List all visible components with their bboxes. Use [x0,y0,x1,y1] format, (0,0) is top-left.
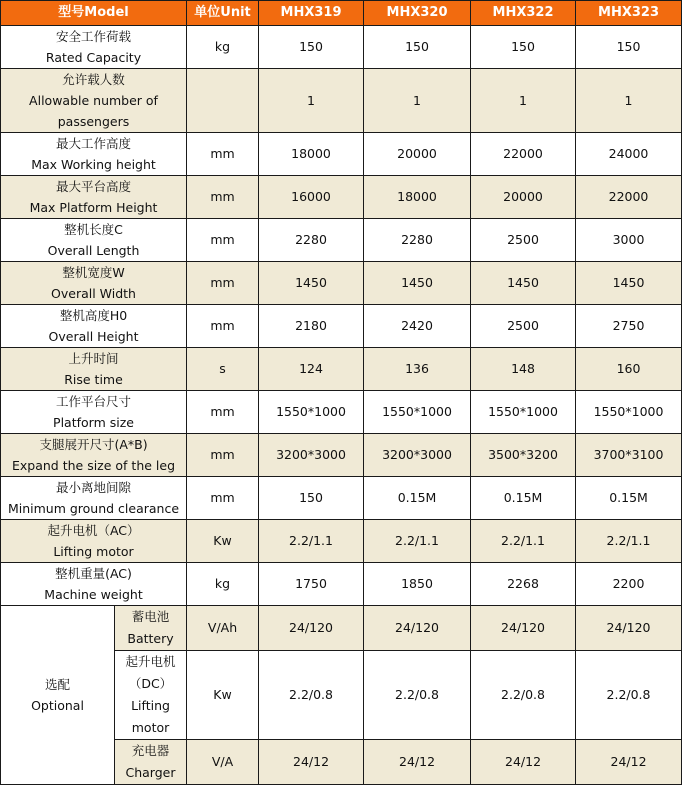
header-row [1,1,682,26]
row-value: 1450 [364,262,471,305]
row-value: 0.15M [364,477,471,520]
header-model-name: MHX320 [364,1,471,26]
row-value: 3000 [576,219,682,262]
row-value: 1 [471,69,576,133]
row-value: 2.2/0.8 [471,651,576,740]
row-value: 22000 [471,133,576,176]
row-label-en: Max Platform Height [29,200,158,215]
row-label-cn: 安全工作荷载 [56,29,132,44]
row-value: 0.15M [471,477,576,520]
row-label-cn: 整机高度H0 [59,308,128,323]
row-unit: Kw [187,651,259,740]
row-value: 2280 [364,219,471,262]
row-value: 20000 [364,133,471,176]
header-model-name: MHX319 [259,1,364,26]
row-value: 2.2/1.1 [364,520,471,563]
row-label [1,219,187,262]
row-value: 1750 [259,563,364,606]
row-value: 1550*1000 [364,391,471,434]
row-unit: kg [187,26,259,69]
table-row [1,176,682,219]
row-unit: mm [187,391,259,434]
table-row [1,606,682,651]
row-label-cn: 最小离地间隙 [56,480,132,495]
row-value: 150 [364,26,471,69]
row-value: 150 [471,26,576,69]
optional-item-line: Charger [125,765,176,780]
optional-label-cn: 选配 [44,677,70,692]
row-unit: V/A [187,740,259,785]
row-label [1,348,187,391]
row-value: 3200*3000 [259,434,364,477]
row-unit: mm [187,305,259,348]
row-value: 1 [259,69,364,133]
row-unit: mm [187,477,259,520]
optional-item-line: （DC） [128,676,173,691]
row-unit: Kw [187,520,259,563]
row-label [1,26,187,69]
row-value: 24/120 [471,606,576,651]
row-label-en: passengers [57,114,130,129]
header-model: 型号Model [1,1,187,26]
row-label [1,69,187,133]
row-value: 2500 [471,305,576,348]
row-label-cn: 整机重量(AC) [55,566,132,581]
row-value: 148 [471,348,576,391]
table-row [1,477,682,520]
optional-label-en: Optional [31,698,84,713]
optional-item-line: 起升电机 [125,654,176,669]
row-value: 2268 [471,563,576,606]
row-value: 24/12 [364,740,471,785]
row-value: 3200*3000 [364,434,471,477]
row-label-cn: 上升时间 [68,351,119,366]
table-row [1,348,682,391]
row-label-en: Overall Width [51,286,136,301]
row-unit: V/Ah [187,606,259,651]
row-label [1,563,187,606]
row-label [1,305,187,348]
row-unit: mm [187,434,259,477]
row-value: 1 [576,69,682,133]
row-value: 2200 [576,563,682,606]
row-value: 150 [259,26,364,69]
row-label-cn: 起升电机（AC） [47,523,140,538]
table-row [1,26,682,69]
optional-item-line: motor [131,720,170,735]
row-unit: mm [187,133,259,176]
row-value: 150 [576,26,682,69]
row-value: 1550*1000 [576,391,682,434]
row-value: 2750 [576,305,682,348]
optional-item-line: Lifting [131,698,170,713]
row-value: 24000 [576,133,682,176]
table-row [1,391,682,434]
row-value: 2420 [364,305,471,348]
row-value: 3500*3200 [471,434,576,477]
row-value: 24/12 [259,740,364,785]
row-value: 16000 [259,176,364,219]
row-label [1,434,187,477]
row-value: 24/12 [576,740,682,785]
row-label [1,477,187,520]
row-label-cn: 整机宽度W [62,265,125,280]
table-row [1,305,682,348]
row-value: 2.2/0.8 [364,651,471,740]
row-value: 2280 [259,219,364,262]
row-label-en: Overall Height [48,329,139,344]
optional-group-label [1,606,115,785]
row-label-cn: 最大平台高度 [56,179,132,194]
row-unit: s [187,348,259,391]
row-value: 1 [364,69,471,133]
row-unit: mm [187,219,259,262]
row-unit [187,69,259,133]
row-label [1,133,187,176]
row-value: 2.2/1.1 [471,520,576,563]
row-value: 22000 [576,176,682,219]
row-value: 124 [259,348,364,391]
row-value: 1550*1000 [259,391,364,434]
row-label [1,176,187,219]
row-value: 1450 [259,262,364,305]
table-row [1,69,682,133]
row-value: 2.2/1.1 [576,520,682,563]
row-label-cn: 支腿展开尺寸(A*B) [39,437,148,452]
header-model-name: MHX323 [576,1,682,26]
row-unit: mm [187,176,259,219]
row-value: 150 [259,477,364,520]
row-value: 24/12 [471,740,576,785]
row-value: 20000 [471,176,576,219]
row-value: 24/120 [259,606,364,651]
header-unit: 单位Unit [187,1,259,26]
row-label-en: Lifting motor [53,544,134,559]
optional-item-label [115,606,187,651]
row-value: 2.2/0.8 [259,651,364,740]
row-label-en: Max Working height [31,157,156,172]
row-label-en: Machine weight [44,587,143,602]
row-label-cn: 工作平台尺寸 [56,394,132,409]
optional-item-line: Battery [127,631,174,646]
row-value: 0.15M [576,477,682,520]
optional-item-label [115,651,187,740]
header-model-name: MHX322 [471,1,576,26]
row-value: 2180 [259,305,364,348]
table-row [1,262,682,305]
row-value: 2.2/0.8 [576,651,682,740]
row-value: 3700*3100 [576,434,682,477]
row-label-en: Rated Capacity [45,50,142,65]
table-row [1,563,682,606]
row-value: 1450 [576,262,682,305]
row-label-cn: 最大工作高度 [56,136,132,151]
table-row [1,434,682,477]
row-value: 24/120 [576,606,682,651]
optional-item-line: 蓄电池 [131,609,170,624]
row-label-cn: 整机长度C [64,222,123,237]
row-value: 18000 [364,176,471,219]
table-row [1,520,682,563]
row-value: 24/120 [364,606,471,651]
row-label-en: Expand the size of the leg [11,458,176,473]
row-label [1,262,187,305]
table-row [1,219,682,262]
optional-item-label [115,740,187,785]
row-value: 2.2/1.1 [259,520,364,563]
row-value: 1550*1000 [471,391,576,434]
row-value: 1850 [364,563,471,606]
row-label-en: Rise time [64,372,123,387]
row-label [1,391,187,434]
row-label-en: Allowable number of [29,93,158,108]
row-label-cn: 允许载人数 [62,72,125,87]
row-label-en: Minimum ground clearance [7,501,180,516]
optional-item-line: 充电器 [131,743,170,758]
row-unit: kg [187,563,259,606]
row-value: 2500 [471,219,576,262]
row-value: 1450 [471,262,576,305]
row-value: 160 [576,348,682,391]
row-label [1,520,187,563]
row-unit: mm [187,262,259,305]
row-label-en: Overall Length [47,243,140,258]
row-label-en: Platform size [53,415,134,430]
row-value: 18000 [259,133,364,176]
row-value: 136 [364,348,471,391]
table-row [1,133,682,176]
